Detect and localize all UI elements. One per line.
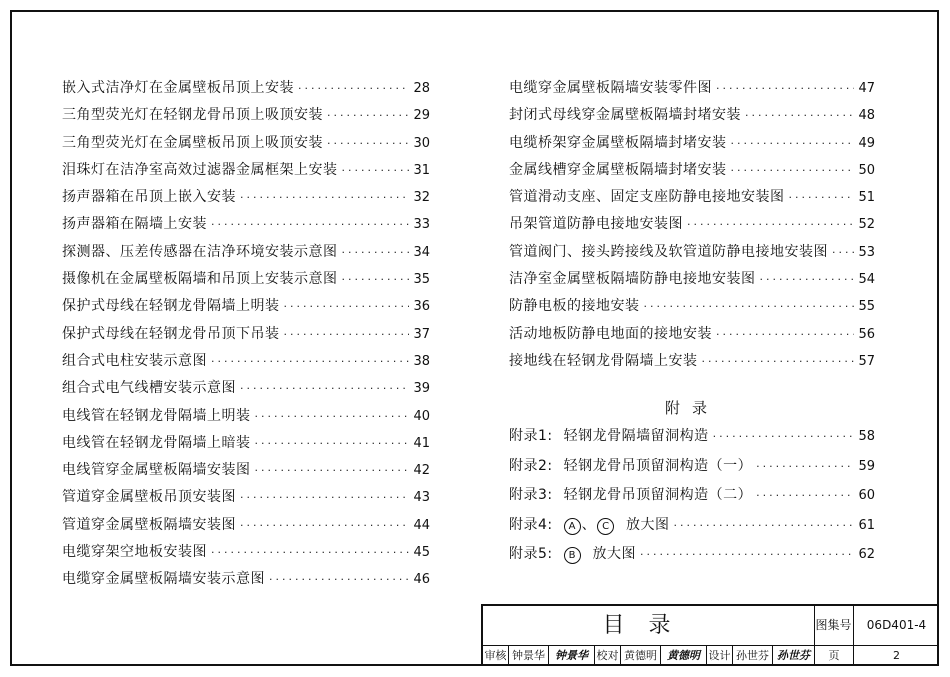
dot-leader bbox=[255, 410, 410, 423]
dot-leader bbox=[760, 273, 855, 286]
toc-entry-title: 摄像机在金属壁板隔墙和吊顶上安装示意图 bbox=[62, 271, 338, 288]
toc-entry-title: 电缆穿金属壁板隔墙安装示意图 bbox=[62, 571, 265, 588]
dot-leader bbox=[702, 355, 855, 368]
toc-left-entry bbox=[62, 104, 430, 131]
appendix-title: 轻钢龙骨隔墙留洞构造 bbox=[563, 428, 709, 444]
toc-left-entry bbox=[62, 459, 430, 486]
dot-leader bbox=[789, 191, 855, 204]
toc-left-entry bbox=[62, 377, 430, 404]
toc-entry-page: 33 bbox=[413, 217, 430, 233]
atlas-number: 06D401-4 bbox=[854, 606, 939, 646]
toc-entry-title: 电线管在轻钢龙骨隔墙上明装 bbox=[62, 407, 251, 424]
toc-entry-page: 51 bbox=[858, 190, 875, 206]
dot-leader bbox=[342, 164, 410, 177]
designer-signature: 孙世芬 bbox=[773, 646, 815, 666]
checker-signature: 黄德明 bbox=[661, 646, 707, 666]
toc-entry-page: 38 bbox=[413, 353, 430, 369]
dot-leader bbox=[327, 109, 409, 122]
dot-leader bbox=[255, 464, 410, 477]
toc-right-entry bbox=[509, 350, 875, 377]
toc-entry-title: 电线管穿金属壁板隔墙安装图 bbox=[62, 462, 251, 479]
toc-entry-page: 48 bbox=[858, 108, 875, 124]
circled-mark-c: C bbox=[597, 518, 614, 535]
toc-entry-page: 45 bbox=[413, 545, 430, 561]
toc-right-entry bbox=[509, 186, 875, 213]
appendix-list bbox=[509, 425, 875, 573]
toc-left-entry bbox=[62, 268, 430, 295]
toc-right-column bbox=[509, 77, 875, 377]
toc-left-entry bbox=[62, 241, 430, 268]
toc-entry-page: 52 bbox=[858, 217, 875, 233]
appendix-entry-3 bbox=[509, 484, 875, 514]
toc-entry-page: 49 bbox=[858, 135, 875, 151]
appendix-prefix: 附录1: bbox=[509, 428, 553, 444]
toc-left-entry bbox=[62, 295, 430, 322]
toc-entry-title: 金属线槽穿金属壁板隔墙封堵安装 bbox=[509, 161, 727, 178]
appendix-entry-1 bbox=[509, 425, 875, 455]
dot-leader bbox=[756, 460, 854, 473]
appendix-page: 58 bbox=[858, 429, 875, 444]
toc-entry-page: 56 bbox=[858, 326, 875, 342]
toc-entry-title: 探测器、压差传感器在洁净环境安装示意图 bbox=[62, 243, 338, 260]
design-label: 设计 bbox=[707, 646, 733, 666]
appendix-title: 放大图 bbox=[626, 516, 670, 533]
toc-entry-page: 40 bbox=[413, 408, 430, 424]
toc-right-entry bbox=[509, 213, 875, 240]
dot-leader bbox=[211, 218, 409, 231]
dot-leader bbox=[713, 430, 855, 443]
toc-entry-page: 53 bbox=[858, 244, 875, 260]
dot-leader bbox=[240, 491, 409, 504]
appendix-page: 61 bbox=[858, 517, 875, 533]
toc-left-entry bbox=[62, 486, 430, 513]
toc-right-entry bbox=[509, 241, 875, 268]
toc-entry-title: 管道穿金属壁板吊顶安装图 bbox=[62, 489, 236, 506]
toc-right-entry bbox=[509, 159, 875, 186]
dot-leader bbox=[674, 519, 855, 532]
toc-left-entry bbox=[62, 432, 430, 459]
appendix-prefix: 附录3: bbox=[509, 487, 553, 503]
dot-leader bbox=[716, 328, 854, 341]
toc-entry-title: 吊架管道防静电接地安装图 bbox=[509, 216, 683, 233]
toc-left-entry bbox=[62, 132, 430, 159]
toc-left-entry bbox=[62, 541, 430, 568]
dot-leader bbox=[644, 300, 855, 313]
check-label: 校对 bbox=[595, 646, 621, 666]
toc-entry-title: 保护式母线在轻钢龙骨吊顶下吊装 bbox=[62, 325, 280, 342]
dot-leader bbox=[716, 82, 854, 95]
appendix-title: 放大图 bbox=[592, 546, 637, 562]
toc-left-entry bbox=[62, 323, 430, 350]
toc-left-column bbox=[62, 77, 430, 596]
toc-entry-title: 接地线在轻钢龙骨隔墙上安装 bbox=[509, 352, 698, 369]
toc-left-entry bbox=[62, 350, 430, 377]
toc-entry-title: 电缆穿架空地板安装图 bbox=[62, 544, 207, 561]
page-label: 页 bbox=[815, 646, 854, 666]
toc-entry-page: 30 bbox=[413, 135, 430, 151]
toc-entry-title: 防静电板的接地安装 bbox=[509, 298, 640, 315]
dot-leader bbox=[731, 164, 855, 177]
toc-entry-title: 管道阀门、接头跨接线及软管道防静电接地安装图 bbox=[509, 243, 828, 260]
dot-leader bbox=[240, 382, 409, 395]
dot-leader bbox=[240, 191, 409, 204]
toc-entry-title: 泪珠灯在洁净室高效过滤器金属框架上安装 bbox=[62, 161, 338, 178]
toc-entry-page: 35 bbox=[413, 272, 430, 288]
circled-mark-b: B bbox=[564, 547, 581, 564]
toc-right-entry bbox=[509, 295, 875, 322]
toc-right-entry bbox=[509, 268, 875, 295]
reviewer-name: 钟景华 bbox=[509, 646, 549, 666]
toc-left-entry bbox=[62, 213, 430, 240]
appendix-entry-4 bbox=[509, 514, 875, 544]
toc-entry-title: 电线管在轻钢龙骨隔墙上暗装 bbox=[62, 434, 251, 451]
toc-entry-page: 31 bbox=[413, 162, 430, 178]
mark-separator: 、 bbox=[581, 516, 597, 533]
toc-entry-page: 57 bbox=[858, 353, 875, 369]
appendix-page: 60 bbox=[858, 488, 875, 503]
toc-entry-page: 42 bbox=[413, 463, 430, 479]
toc-entry-page: 55 bbox=[858, 299, 875, 315]
appendix-prefix: 附录4: bbox=[509, 516, 553, 533]
dot-leader bbox=[284, 300, 410, 313]
toc-right-entry bbox=[509, 77, 875, 104]
checker-name: 黄德明 bbox=[621, 646, 661, 666]
dot-leader bbox=[342, 273, 410, 286]
toc-entry-page: 50 bbox=[858, 162, 875, 178]
toc-entry-title: 电缆穿金属壁板隔墙安装零件图 bbox=[509, 80, 712, 96]
dot-leader bbox=[745, 109, 854, 122]
dot-leader bbox=[240, 519, 409, 532]
appendix-page: 62 bbox=[858, 547, 875, 562]
dot-leader bbox=[255, 437, 410, 450]
dot-leader bbox=[298, 82, 409, 95]
toc-entry-page: 54 bbox=[858, 272, 875, 288]
toc-entry-page: 46 bbox=[413, 572, 430, 588]
toc-entry-title: 保护式母线在轻钢龙骨隔墙上明装 bbox=[62, 298, 280, 315]
toc-entry-title: 管道穿金属壁板隔墙安装图 bbox=[62, 516, 236, 533]
dot-leader bbox=[284, 328, 410, 341]
toc-entry-page: 28 bbox=[413, 81, 430, 96]
dot-leader bbox=[731, 137, 855, 150]
appendix-prefix: 附录2: bbox=[509, 457, 553, 474]
dot-leader bbox=[269, 573, 409, 586]
toc-entry-title: 三角型荧光灯在轻钢龙骨吊顶上吸顶安装 bbox=[62, 107, 323, 124]
toc-entry-page: 47 bbox=[858, 81, 875, 96]
atlas-number-label: 图集号 bbox=[814, 606, 854, 646]
dot-leader bbox=[211, 546, 409, 559]
page-number: 2 bbox=[893, 649, 900, 662]
toc-right-entry bbox=[509, 104, 875, 131]
sheet-title: 目录 bbox=[483, 606, 815, 646]
toc-left-entry bbox=[62, 568, 430, 595]
toc-entry-title: 封闭式母线穿金属壁板隔墙封堵安装 bbox=[509, 107, 741, 124]
toc-left-entry bbox=[62, 405, 430, 432]
toc-entry-title: 洁净室金属壁板隔墙防静电接地安装图 bbox=[509, 271, 756, 288]
appendix-heading: 附录 bbox=[665, 399, 720, 417]
dot-leader bbox=[342, 246, 410, 259]
appendix-entry-2 bbox=[509, 455, 875, 485]
appendix-prefix: 附录5: bbox=[509, 546, 553, 562]
toc-entry-title: 三角型荧光灯在金属壁板吊顶上吸顶安装 bbox=[62, 134, 323, 151]
toc-entry-page: 37 bbox=[413, 326, 430, 342]
dot-leader bbox=[640, 548, 854, 561]
toc-left-entry bbox=[62, 77, 430, 104]
toc-right-entry bbox=[509, 323, 875, 350]
toc-entry-title: 组合式电气线槽安装示意图 bbox=[62, 380, 236, 397]
appendix-entry-5 bbox=[509, 543, 875, 573]
toc-entry-title: 嵌入式洁净灯在金属壁板吊顶上安装 bbox=[62, 80, 294, 96]
title-block bbox=[481, 604, 939, 666]
appendix-title: 轻钢龙骨吊顶留洞构造（二） bbox=[563, 487, 753, 503]
circled-mark-a: A bbox=[564, 518, 581, 535]
review-label: 审核 bbox=[483, 646, 509, 666]
toc-entry-page: 29 bbox=[413, 108, 430, 124]
dot-leader bbox=[832, 246, 854, 259]
appendix-title: 轻钢龙骨吊顶留洞构造（一） bbox=[563, 457, 753, 474]
toc-entry-title: 活动地板防静电地面的接地安装 bbox=[509, 325, 712, 342]
toc-entry-title: 管道滑动支座、固定支座防静电接地安装图 bbox=[509, 189, 785, 206]
toc-entry-page: 32 bbox=[413, 190, 430, 206]
reviewer-signature: 钟景华 bbox=[549, 646, 595, 666]
dot-leader bbox=[327, 137, 409, 150]
toc-entry-title: 扬声器箱在隔墙上安装 bbox=[62, 216, 207, 233]
dot-leader bbox=[756, 489, 854, 502]
toc-left-entry bbox=[62, 514, 430, 541]
appendix-page: 59 bbox=[858, 458, 875, 474]
toc-entry-page: 43 bbox=[413, 490, 430, 506]
toc-left-entry bbox=[62, 186, 430, 213]
dot-leader bbox=[687, 218, 854, 231]
designer-name: 孙世芬 bbox=[733, 646, 773, 666]
toc-entry-page: 34 bbox=[413, 244, 430, 260]
toc-left-entry bbox=[62, 159, 430, 186]
dot-leader bbox=[211, 355, 409, 368]
toc-entry-page: 39 bbox=[413, 381, 430, 397]
toc-entry-title: 电缆桥架穿金属壁板隔墙封堵安装 bbox=[509, 134, 727, 151]
toc-entry-page: 36 bbox=[413, 299, 430, 315]
approval-row bbox=[483, 646, 939, 666]
toc-right-entry bbox=[509, 132, 875, 159]
toc-entry-page: 41 bbox=[413, 435, 430, 451]
toc-entry-title: 组合式电柱安装示意图 bbox=[62, 352, 207, 369]
toc-entry-page: 44 bbox=[413, 517, 430, 533]
toc-entry-title: 扬声器箱在吊顶上嵌入安装 bbox=[62, 189, 236, 206]
